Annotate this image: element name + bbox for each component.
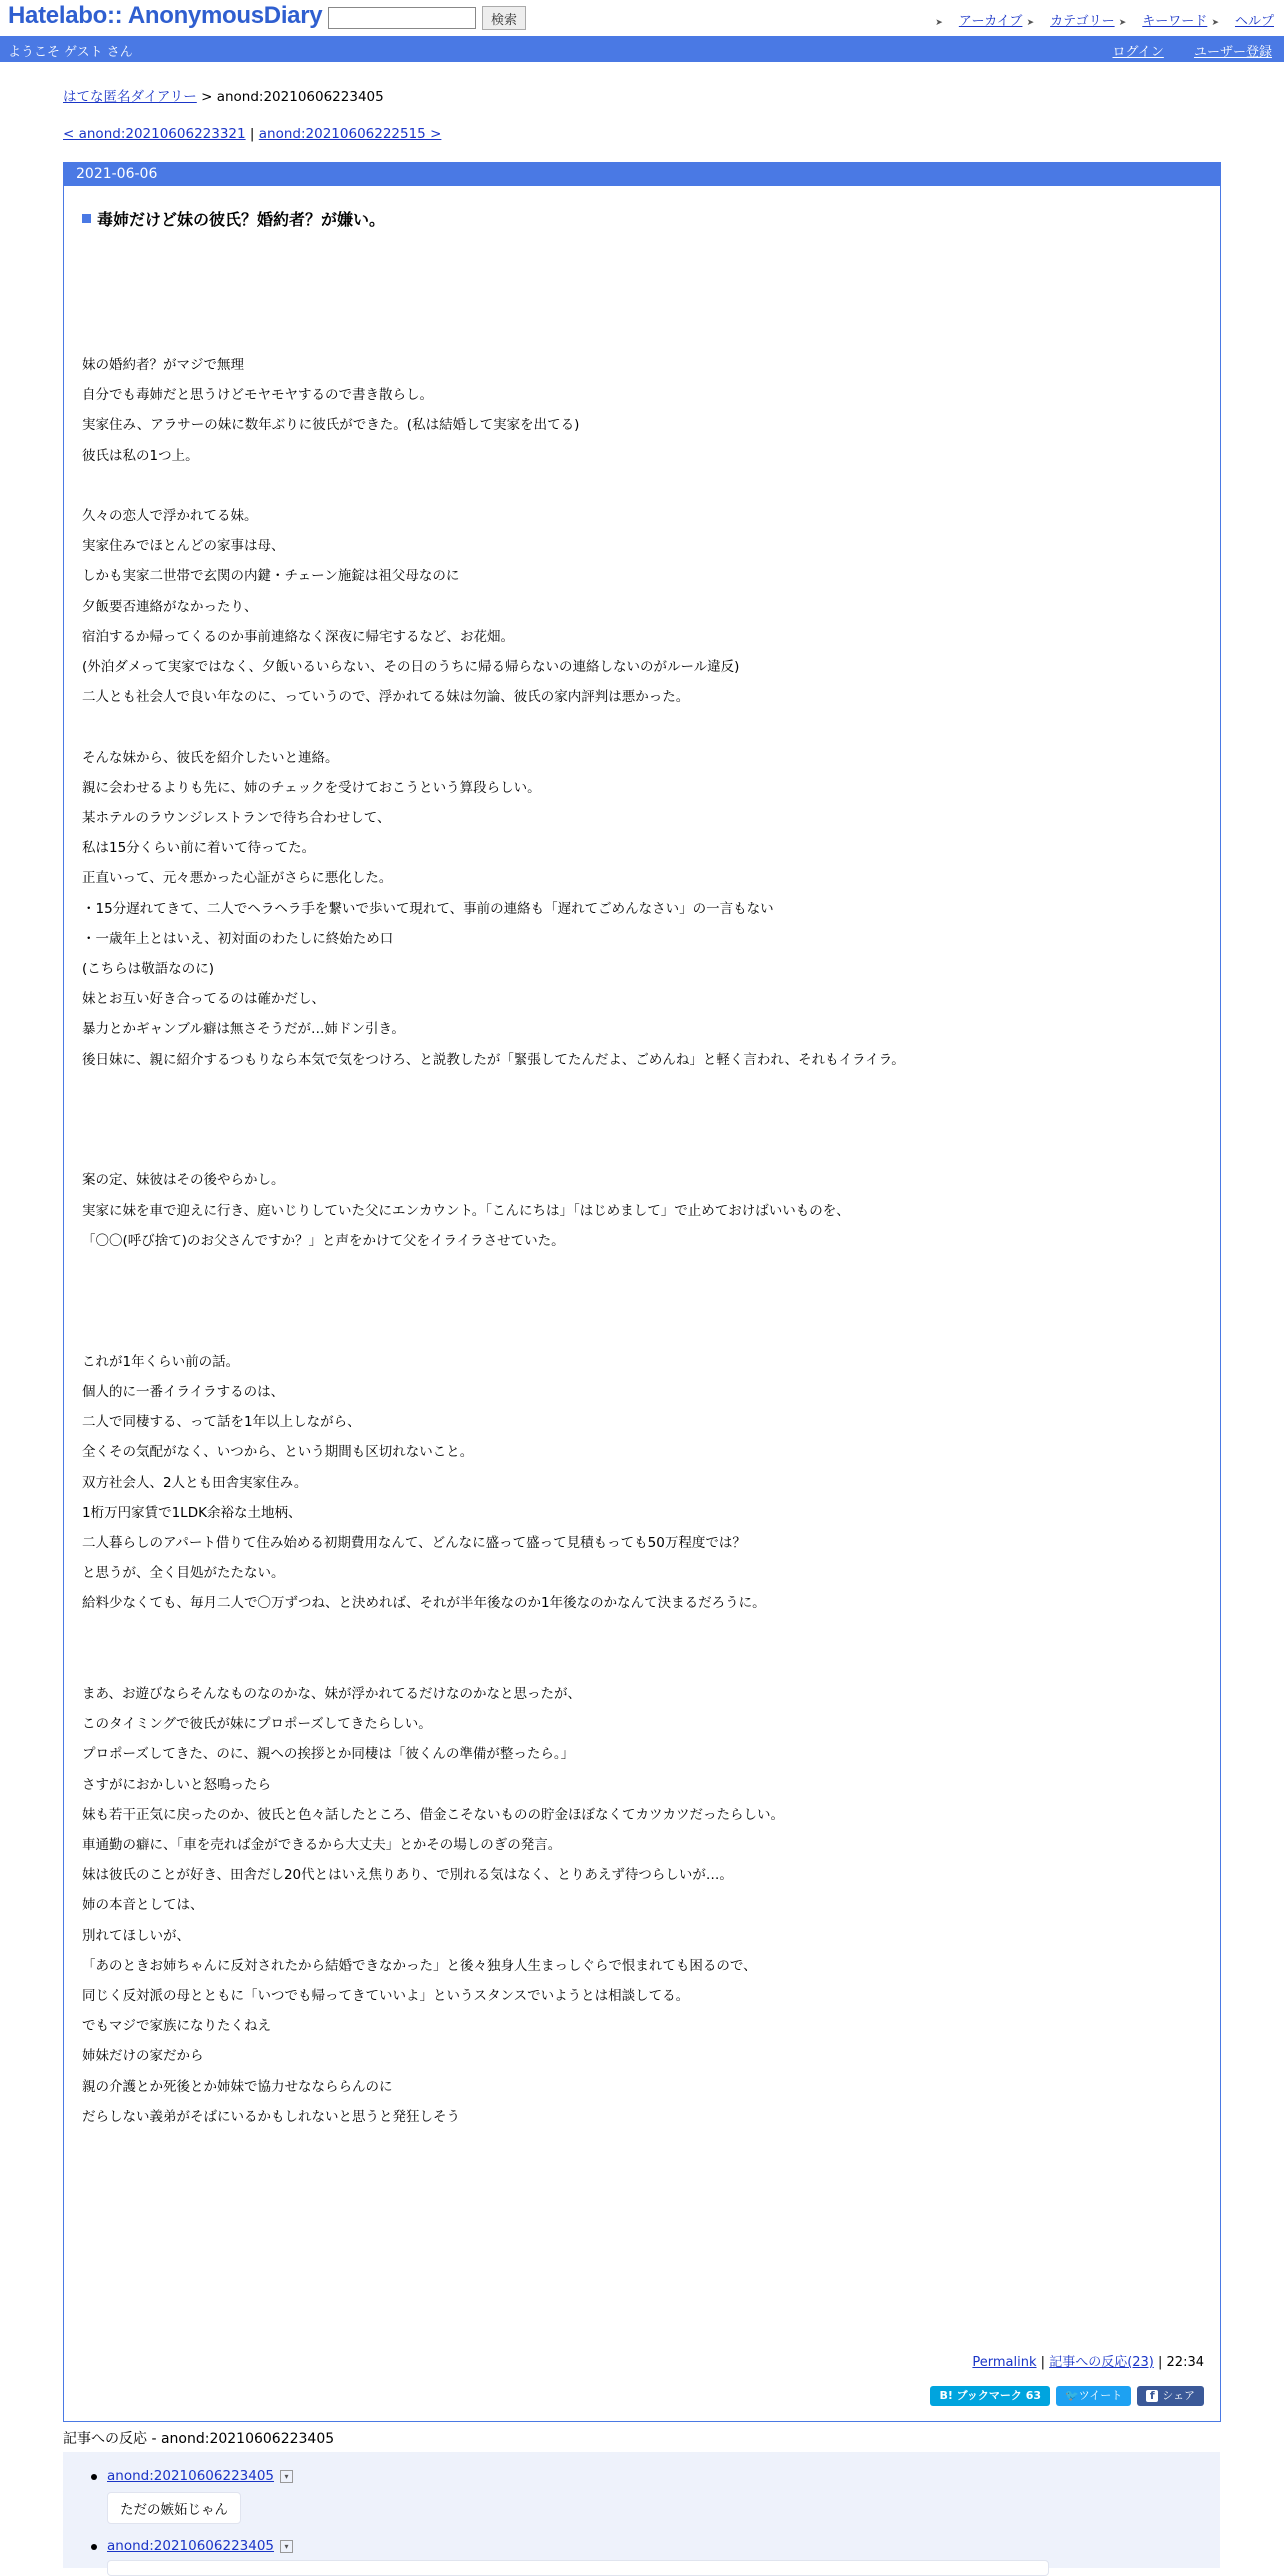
entry-line: 実家に妹を車で迎えに行き、庭いじりしていた父にエンカウント。「こんにちは」「はじめまして」で止めておけばいいものを、 — [82, 1202, 850, 1219]
entry-line — [82, 1649, 1200, 1679]
bullet-icon — [91, 2474, 97, 2480]
share-buttons — [930, 2386, 1204, 2406]
pager — [63, 126, 441, 142]
welcome-text: ようこそ ゲスト さん — [8, 45, 133, 60]
entry-line: 妹とお互い好き合ってるのは確かだし、 — [82, 991, 325, 1008]
entry-line — [82, 712, 1200, 742]
entry-line: 二人とも社会人で良い年なのに、っていうので、浮かれてる妹は勿論、彼氏の家内評判は悪かった。 — [82, 689, 690, 706]
facebook-icon: f — [1146, 2390, 1158, 2402]
entry-line: 給料少なくても、毎月二人で〇万ずつね、と決めれば、それが半年後なのか1年後なのかなんて決まるだろうに。 — [82, 1595, 766, 1612]
entry-line: 姉の本音としては、 — [82, 1897, 204, 1914]
user-bar — [0, 36, 1284, 62]
tweet-label: ツイート — [1078, 2389, 1123, 2402]
entry-line: 妹は彼氏のことが好き、田舎だし20代とはいえ焦りあり、で別れる気はなく、とりあえず待つらしいが…。 — [82, 1867, 733, 1884]
reactions-list — [63, 2452, 1220, 2568]
chevron-down-icon[interactable]: ▾ — [280, 2540, 293, 2553]
arrow-icon: ➤ — [935, 18, 943, 28]
entry-line: 彼氏は私の1つ上。 — [82, 447, 199, 464]
entry-line: 夕飯要否連絡がなかったり、 — [82, 598, 258, 615]
entry-line: さすがにおかしいと怒鳴ったら — [82, 1776, 271, 1793]
entry-line: 親の介護とか死後とか姉妹で協力せななららんのに — [82, 2078, 393, 2095]
entry-line: 「〇〇(呼び捨て)のお父さんですか？」と声をかけて父をイライラさせていた。 — [82, 1232, 565, 1249]
entry-line: しかも実家二世帯で玄関の内鍵・チェーン施錠は祖父母なのに — [82, 568, 460, 585]
entry-line: 後日妹に、親に紹介するつもりなら本気で気をつけろ、と説教したが「緊張してたんだよ、ごめんね」と軽く言われ、それもイライラ。 — [82, 1051, 905, 1068]
entry-line: 親に会わせるよりも先に、姉のチェックを受けておこうという算段らしい。 — [82, 779, 541, 796]
entry-line — [82, 1317, 1200, 1347]
entry-line — [82, 1256, 1200, 1286]
entry-line: 同じく反対派の母とともに「いつでも帰ってきていいよ」というスタンスでいようとは相談してる。 — [82, 1987, 690, 2004]
permalink[interactable]: Permalink — [972, 2355, 1037, 2370]
entry-title-text: 毒姉だけど妹の彼氏？婚約者？が嫌い。 — [97, 210, 386, 229]
entry-line: これが1年くらい前の話。 — [82, 1353, 240, 1370]
chevron-down-icon[interactable]: ▾ — [280, 2470, 293, 2483]
entry-line: でもマジで家族になりたくねえ — [82, 2018, 271, 2035]
entry-line: 1桁万円家賃で1LDK余裕な土地柄、 — [82, 1504, 302, 1521]
entry-line: 某ホテルのラウンジレストランで待ち合わせして、 — [82, 810, 391, 827]
breadcrumb-current: anond:20210606223405 — [216, 89, 384, 105]
facebook-share-button[interactable] — [1137, 2386, 1204, 2406]
entry-square-icon[interactable] — [82, 214, 91, 223]
entry-line: 正直いって、元々悪かった心証がさらに悪化した。 — [82, 870, 393, 887]
nav-archive[interactable]: アーカイブ — [958, 14, 1023, 29]
share-label: シェア — [1162, 2389, 1195, 2402]
arrow-icon: ➤ — [1211, 18, 1219, 28]
entry-line: 別れてほしいが、 — [82, 1927, 190, 1944]
entry-line: ・15分遅れてきて、二人でヘラヘラ手を繋いで歩いて現れて、事前の連絡も「遅れてごめんなさい」の一言もない — [82, 900, 774, 917]
breadcrumb-home[interactable]: はてな匿名ダイアリー — [63, 89, 197, 105]
entry-line: 二人暮らしのアパート借りて住み始める初期費用なんて、どんなに盛って盛って見積もっても50万程度では？ — [82, 1534, 746, 1551]
entry-line: まあ、お遊びならそんなものなのかな、妹が浮かれてるだけなのかなと思ったが、 — [82, 1685, 581, 1702]
entry-line: プロポーズしてきた、のに、親への挨拶とか同棲は「彼くんの準備が整ったら。」 — [82, 1746, 575, 1763]
reaction-item — [107, 2538, 293, 2554]
top-bar — [0, 0, 1284, 36]
reaction-link[interactable]: anond:20210606223405 — [107, 2468, 275, 2484]
reaction-link[interactable]: anond:20210606223405 — [107, 2538, 275, 2554]
entry-line: (外泊ダメって実家ではなく、夕飯いるいらない、その日のうちに帰る帰らないの連絡しないのがルール違反) — [82, 659, 740, 676]
breadcrumb — [63, 85, 384, 105]
entry-line: 個人的に一番イライラするのは、 — [82, 1383, 285, 1400]
search-button[interactable]: 検索 — [482, 6, 526, 30]
nav-category[interactable]: カテゴリー — [1050, 14, 1115, 29]
reactions-link[interactable]: 記事への反応(23) — [1049, 2355, 1154, 2370]
reaction-text — [107, 2560, 1049, 2576]
entry-line: 実家住み、アラサーの妹に数年ぶりに彼氏ができた。(私は結婚して実家を出てる) — [82, 417, 580, 434]
login-link[interactable]: ログイン — [1112, 45, 1164, 60]
top-nav — [935, 10, 1274, 29]
entry-line: 全くその気配がなく、いつから、という期間も区切れないこと。 — [82, 1444, 474, 1461]
entry-line: 妹も若干正気に戻ったのか、彼氏と色々話したところ、借金こそないものの貯金ほぼなくてカツカツだったらしい。 — [82, 1806, 784, 1823]
arrow-icon: ➤ — [1026, 18, 1035, 28]
entry-time: 22:34 — [1166, 2355, 1204, 2370]
entry-title — [82, 207, 385, 230]
next-entry-link[interactable]: anond:20210606222515 > — [258, 126, 442, 142]
bullet-icon — [91, 2544, 97, 2550]
entry-footer: Permalink | 記事への反応(23) | 22:34 — [972, 2355, 1204, 2370]
search-input[interactable] — [328, 7, 476, 29]
entry-line: (こちらは敬語なのに) — [82, 961, 215, 978]
entry-line: 自分でも毒姉だと思うけどモヤモヤするので書き散らし。 — [82, 387, 433, 404]
entry-line: 実家住みでほとんどの家事は母、 — [82, 538, 285, 555]
entry-line: 私は15分くらい前に着いて待ってた。 — [82, 840, 316, 857]
entry-line — [82, 1075, 1200, 1105]
entry-line — [82, 1619, 1200, 1649]
reactions-heading: 記事への反応 - anond:20210606223405 — [63, 2428, 1220, 2454]
entry-line: 宿泊するか帰ってくるのか事前連絡なく深夜に帰宅するなど、お花畑。 — [82, 628, 514, 645]
entry-line: 妹の婚約者？がマジで無理 — [82, 357, 244, 373]
entry-line: このタイミングで彼氏が妹にプロポーズしてきたらしい。 — [82, 1716, 432, 1733]
entry-line: と思うが、全く目処がたたない。 — [82, 1565, 285, 1582]
arrow-icon: ➤ — [1118, 18, 1127, 28]
tweet-button[interactable] — [1056, 2386, 1131, 2406]
pager-sep: | — [245, 126, 259, 142]
entry-line: 姉妹だけの家だから — [82, 2048, 204, 2065]
entry-body — [82, 350, 1200, 2132]
day-date: 2021-06-06 — [64, 163, 1220, 186]
twitter-icon: 🐦 — [1065, 2389, 1079, 2402]
entry-line: 暴力とかギャンブル癖は無さそうだが…姉ドン引き。 — [82, 1021, 405, 1038]
nav-keyword[interactable]: キーワード — [1142, 14, 1208, 29]
entry-line — [82, 471, 1200, 501]
nav-help[interactable]: ヘルプ — [1234, 14, 1274, 29]
entry-line — [82, 1105, 1200, 1135]
prev-entry-link[interactable]: < anond:20210606223321 — [63, 126, 246, 142]
entry-line: そんな妹から、彼氏を紹介したいと連絡。 — [82, 749, 339, 766]
entry-line: ・一歳年上とはいえ、初対面のわたしに終始ため口 — [82, 930, 394, 947]
entry-line: 双方社会人、2人とも田舎実家住み。 — [82, 1474, 308, 1491]
reaction-item — [107, 2468, 293, 2484]
register-link[interactable]: ユーザー登録 — [1193, 45, 1272, 60]
entry-line — [82, 1286, 1200, 1316]
entry-line: 案の定、妹彼はその後やらかし。 — [82, 1172, 285, 1189]
entry-line: 車通勤の癖に、「車を売れば金ができるから大丈夫」とかその場しのぎの発言。 — [82, 1836, 562, 1853]
site-logo[interactable]: Hatelabo:: AnonymousDiary — [8, 2, 323, 29]
entry-line: だらしない義弟がそばにいるかもしれないと思うと発狂しそう — [82, 2108, 460, 2125]
breadcrumb-sep: > — [196, 89, 217, 105]
hatena-bookmark-button[interactable]: B! ブックマーク 63 — [930, 2386, 1050, 2406]
reaction-text: ただの嫉妬じゃん — [107, 2492, 241, 2524]
day-section — [63, 162, 1221, 2422]
entry-line — [82, 1135, 1200, 1165]
entry-line: 二人で同棲する、って話を1年以上しながら、 — [82, 1414, 361, 1431]
entry-line: 久々の恋人で浮かれてる妹。 — [82, 508, 258, 525]
entry-line: 「あのときお姉ちゃんに反対されたから結婚できなかった」と後々独身人生まっしぐらで恨まれても困るので、 — [82, 1957, 757, 1974]
